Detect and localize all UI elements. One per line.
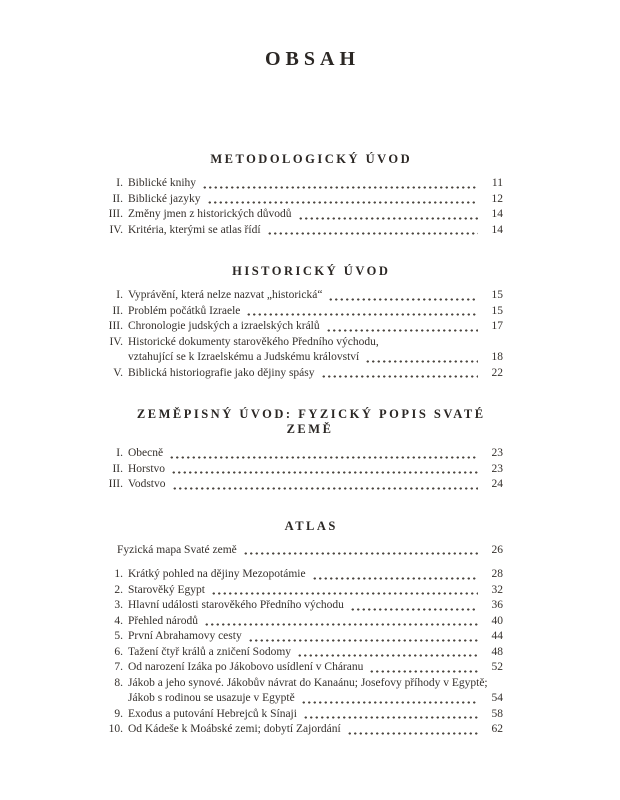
section-heading: ZEMĚPISNÝ ÚVOD: FYZICKÝ POPIS SVATÉ ZEMĚ xyxy=(136,407,486,436)
entry-body xyxy=(128,629,503,645)
entry-number: V. xyxy=(113,366,123,379)
page-number: 58 xyxy=(491,707,503,720)
entry-number: IV. xyxy=(109,223,123,236)
toc-entry xyxy=(112,462,503,478)
entry-text: Od narození Izáka po Jákobovo usídlení v Cháranu xyxy=(128,661,364,673)
entry-body xyxy=(128,598,503,614)
toc-entry xyxy=(114,567,503,583)
toc-entry xyxy=(114,629,503,645)
entry-body xyxy=(128,192,503,208)
dot-leader xyxy=(369,670,478,673)
page-number: 12 xyxy=(491,192,503,205)
dot-leader xyxy=(326,329,478,332)
entry-line xyxy=(128,707,503,723)
page-number: 17 xyxy=(491,320,503,332)
dot-leader xyxy=(350,608,478,611)
dot-leader xyxy=(246,313,478,316)
entry-text: Problém počátků Izraele xyxy=(128,304,241,317)
page-number: 15 xyxy=(491,289,503,301)
page-number: 28 xyxy=(491,568,503,580)
entry-number: II. xyxy=(112,462,123,475)
dot-leader xyxy=(202,186,478,189)
entry-line xyxy=(128,691,503,707)
entry-body xyxy=(128,319,503,335)
entry-text: Přehled národů xyxy=(128,614,198,627)
entry-number: 1. xyxy=(114,568,123,580)
page-number: 18 xyxy=(491,351,503,363)
toc-entry xyxy=(108,722,503,738)
dot-leader xyxy=(312,577,478,580)
entry-body xyxy=(128,304,503,320)
entry-body xyxy=(128,335,503,366)
entry-line xyxy=(128,288,503,304)
entry-line xyxy=(128,645,503,661)
entry-body xyxy=(128,207,503,223)
entry-text: Horstvo xyxy=(128,462,166,475)
dot-leader xyxy=(365,360,478,363)
toc-entry xyxy=(117,176,503,192)
entry-line xyxy=(128,176,503,192)
page-number: 26 xyxy=(491,543,503,556)
dot-leader xyxy=(347,732,478,735)
entry-line xyxy=(128,446,503,462)
entry-body xyxy=(128,645,503,661)
entry-line xyxy=(128,462,503,478)
entry-text: Exodus a putování Hebrejců k Sínaji xyxy=(128,707,297,720)
entry-text: První Abrahamovy cesty xyxy=(128,630,242,642)
toc-entry xyxy=(109,335,503,366)
entry-line xyxy=(128,319,503,335)
page-number: 62 xyxy=(491,723,503,735)
page-title: OBSAH xyxy=(264,48,361,70)
entry-line xyxy=(128,676,503,692)
page-number: 44 xyxy=(491,630,503,642)
entry-number: I. xyxy=(116,177,123,189)
entry-body xyxy=(128,660,503,676)
dot-leader xyxy=(297,654,478,657)
toc-section xyxy=(108,407,503,493)
entry-number: II. xyxy=(112,304,123,317)
page-number: 22 xyxy=(491,366,503,379)
toc-entry xyxy=(108,319,503,335)
entry-text: Fyzická mapa Svaté země xyxy=(117,543,237,556)
entry-line xyxy=(128,583,503,599)
entry-number: IV. xyxy=(109,335,123,348)
entry-number: I. xyxy=(116,447,123,459)
toc-entry xyxy=(108,207,503,223)
page-number: 23 xyxy=(491,462,503,475)
page-number: 14 xyxy=(491,208,503,220)
toc-entry xyxy=(114,614,503,630)
page-number: 54 xyxy=(491,692,503,704)
toc-entry xyxy=(109,223,503,239)
page-number: 40 xyxy=(491,614,503,627)
entry-line xyxy=(128,223,503,239)
entry-line xyxy=(128,598,503,614)
entry-text: Vodstvo xyxy=(128,478,166,490)
dot-leader xyxy=(298,217,478,220)
page-number: 32 xyxy=(491,583,503,596)
entry-body xyxy=(128,462,503,478)
toc-entry xyxy=(117,543,503,559)
toc-entry xyxy=(114,660,503,676)
dot-leader xyxy=(169,456,478,459)
entry-line xyxy=(117,543,503,559)
entry-text: Jákob a jeho synové. Jákobův návrat do Kanaánu; Josefovy příhody v Egyptě; xyxy=(128,676,488,689)
section-heading: ATLAS xyxy=(284,518,338,533)
toc-entry xyxy=(114,583,503,599)
toc-entry xyxy=(117,446,503,462)
entry-line xyxy=(128,660,503,676)
entry-body xyxy=(128,223,503,239)
dot-leader xyxy=(267,232,478,235)
page-number: 15 xyxy=(491,304,503,317)
section-heading: METODOLOGICKÝ ÚVOD xyxy=(210,152,413,166)
toc-entry xyxy=(114,645,503,661)
dot-leader xyxy=(211,592,478,595)
page-number: 52 xyxy=(491,661,503,673)
page-number: 14 xyxy=(491,223,503,236)
toc-entry xyxy=(114,598,503,614)
toc-entry xyxy=(114,707,503,723)
page-number: 48 xyxy=(491,645,503,658)
dot-leader xyxy=(321,375,478,378)
entry-line xyxy=(128,567,503,583)
entry-text: Starověký Egypt xyxy=(128,583,205,596)
dot-leader xyxy=(248,639,478,642)
entry-line xyxy=(128,192,503,208)
entry-number: 7. xyxy=(114,661,123,673)
entry-text: Krátký pohled na dějiny Mezopotámie xyxy=(128,568,306,580)
page-number: 36 xyxy=(491,599,503,611)
entry-text: Hlavní události starověkého Předního východu xyxy=(128,599,344,611)
entry-body xyxy=(128,722,503,738)
entry-number: 10. xyxy=(108,723,123,735)
entry-body xyxy=(128,176,503,192)
toc-section xyxy=(108,152,503,238)
dot-leader xyxy=(172,487,479,490)
toc-entry xyxy=(113,366,503,382)
entry-body xyxy=(128,477,503,493)
entry-number: II. xyxy=(112,192,123,205)
entry-number: 2. xyxy=(114,583,123,596)
page-number: 11 xyxy=(491,177,503,189)
entry-body xyxy=(128,707,503,723)
toc-entry xyxy=(112,304,503,320)
entry-number: I. xyxy=(116,289,123,301)
entry-number: III. xyxy=(108,208,123,220)
entry-text: Biblické jazyky xyxy=(128,192,201,205)
dot-leader xyxy=(171,471,478,474)
entry-line xyxy=(128,304,503,320)
entry-line xyxy=(128,335,503,351)
entry-line xyxy=(128,350,503,366)
toc-entry xyxy=(117,288,503,304)
toc-entry xyxy=(114,676,503,707)
entry-text: Vyprávění, která nelze nazvat „historická“ xyxy=(128,289,323,301)
entry-text: Od Kádeše k Moábské zemi; dobytí Zajordání xyxy=(128,723,341,735)
dot-leader xyxy=(243,552,478,555)
entry-text: Jákob s rodinou se usazuje v Egyptě xyxy=(128,692,295,704)
toc-entry xyxy=(108,477,503,493)
dot-leader xyxy=(303,716,478,719)
entry-line xyxy=(128,366,503,382)
entry-text: Tažení čtyř králů a zničení Sodomy xyxy=(128,645,292,658)
entry-body xyxy=(128,567,503,583)
entry-line xyxy=(128,614,503,630)
entry-number: 5. xyxy=(114,630,123,642)
entry-line xyxy=(128,207,503,223)
toc-entry xyxy=(112,192,503,208)
page-number: 24 xyxy=(491,478,503,490)
page-number: 23 xyxy=(491,447,503,459)
entry-text: Biblická historiografie jako dějiny spásy xyxy=(128,366,315,379)
toc-section xyxy=(108,518,503,738)
entry-text: Chronologie judských a izraelských králů xyxy=(128,320,320,332)
section-heading: HISTORICKÝ ÚVOD xyxy=(232,264,391,278)
entry-number: III. xyxy=(108,478,123,490)
entry-body xyxy=(117,543,503,559)
entry-text: Biblické knihy xyxy=(128,177,197,189)
entry-number: III. xyxy=(108,320,123,332)
entry-number: 4. xyxy=(114,614,123,627)
entry-text: Změny jmen z historických důvodů xyxy=(128,208,292,220)
entry-body xyxy=(128,288,503,304)
entry-body xyxy=(128,366,503,382)
entry-number: 6. xyxy=(114,645,123,658)
entry-text: Historické dokumenty starověkého Předního východu, xyxy=(128,335,379,348)
entry-line xyxy=(128,629,503,645)
toc-sections xyxy=(108,152,503,738)
toc-section xyxy=(108,264,503,381)
entry-number: 9. xyxy=(114,707,123,720)
entry-number: 8. xyxy=(114,676,123,689)
entry-body xyxy=(128,583,503,599)
entry-line xyxy=(128,477,503,493)
dot-leader xyxy=(328,298,478,301)
entry-body xyxy=(128,676,503,707)
entry-text: Obecně xyxy=(128,447,164,459)
entry-line xyxy=(128,722,503,738)
dot-leader xyxy=(204,623,478,626)
toc-content xyxy=(108,46,503,738)
entry-text: Kritéria, kterými se atlas řídí xyxy=(128,223,261,236)
dot-leader xyxy=(301,701,478,704)
entry-body xyxy=(128,446,503,462)
entry-number: 3. xyxy=(114,599,123,611)
dot-leader xyxy=(207,201,479,204)
entry-text: vztahující se k Izraelskému a Judskému království xyxy=(128,351,360,363)
entry-body xyxy=(128,614,503,630)
